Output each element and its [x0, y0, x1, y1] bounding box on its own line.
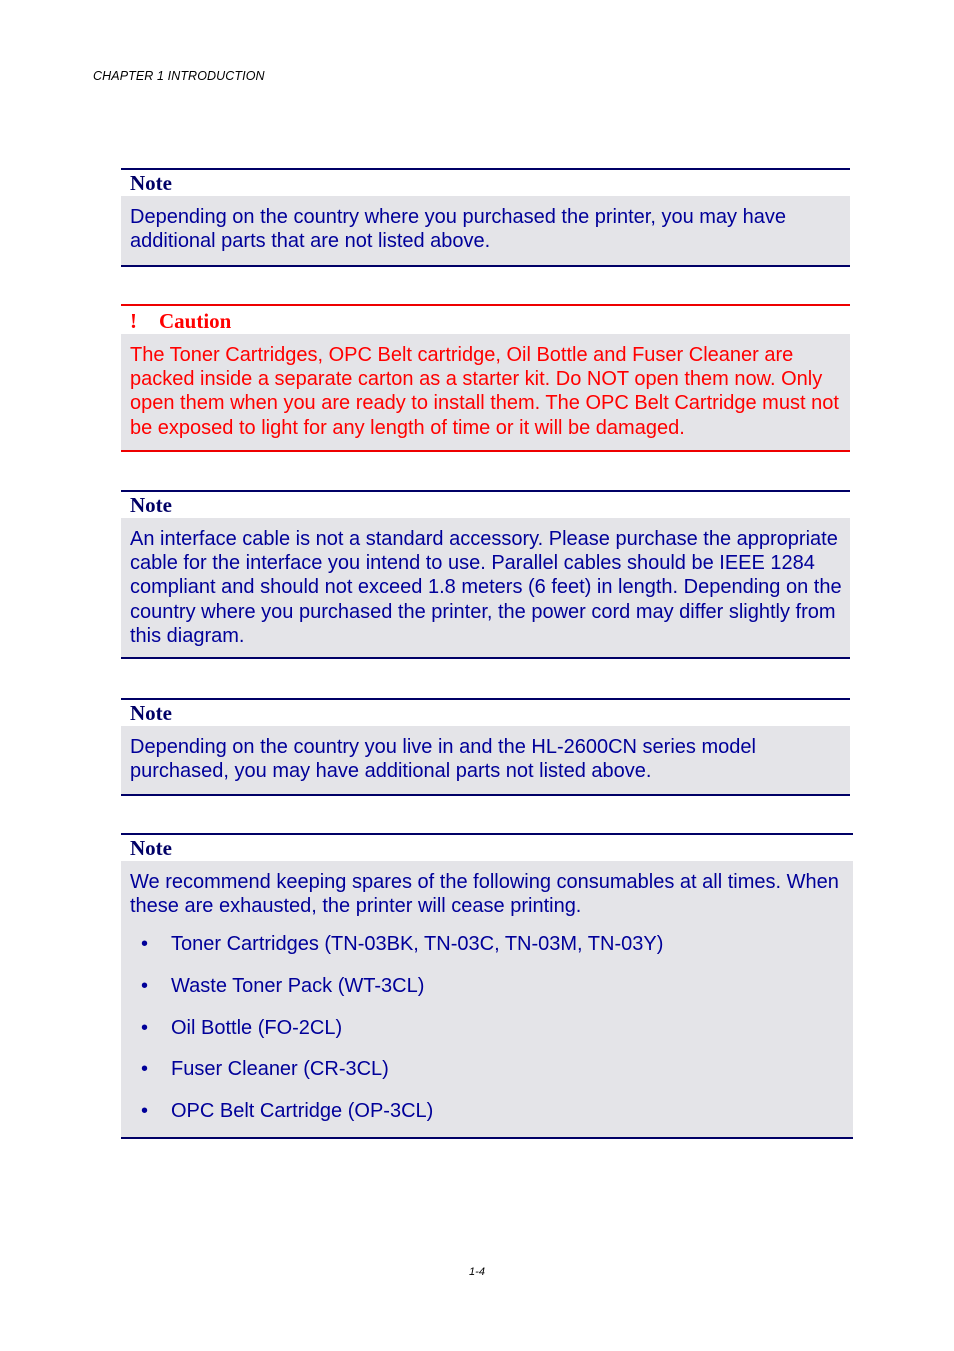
list-item [130, 1008, 845, 1050]
bullet-icon: • [141, 933, 149, 956]
list-item-label: Toner Cartridges (TN-03BK, TN-03C, TN-03M, TN-03Y) [171, 933, 664, 956]
caution-heading [121, 306, 850, 334]
caution-heading-label: Caution [159, 309, 232, 333]
note-body [121, 518, 850, 657]
caution-text: The Toner Cartridges, OPC Belt cartridge, Oil Bottle and Fuser Cleaner are packed inside a separate carton as a starter kit. Do NOT open them now. Only open them when you are ready to install them. The OPC Belt Cartridge must not be exposed to light for any length of time or it will be damaged. [130, 344, 839, 439]
chapter-header: CHAPTER 1 INTRODUCTION [93, 69, 265, 83]
list-item-label: Oil Bottle (FO-2CL) [171, 1016, 343, 1039]
caution-body [121, 334, 850, 450]
bullet-icon: • [141, 1016, 149, 1039]
bullet-icon: • [141, 975, 149, 998]
note-text: Depending on the country you live in and the HL-2600CN series model purchased, you may have additional parts not listed above. [130, 736, 756, 783]
note-heading: Note [121, 170, 850, 196]
caution-box-starter-kit [121, 304, 850, 452]
note-body [121, 196, 850, 265]
list-item-label: OPC Belt Cartridge (OP-3CL) [171, 1100, 434, 1123]
bullet-icon: • [141, 1058, 149, 1081]
bullet-icon: • [141, 1100, 149, 1123]
list-item-label: Fuser Cleaner (CR-3CL) [171, 1058, 389, 1081]
note-box-series-model [121, 698, 850, 796]
list-item [130, 924, 845, 966]
note-heading: Note [121, 492, 850, 518]
list-item [130, 1091, 845, 1133]
note-box-interface-cable [121, 490, 850, 659]
list-item [130, 966, 845, 1008]
caution-exclamation-icon: ! [130, 309, 137, 333]
list-item [130, 1049, 845, 1091]
page-number: 1-4 [469, 1266, 485, 1278]
note-text: An interface cable is not a standard accessory. Please purchase the appropriate cable for the interface you intend to use. Parallel cables should be IEEE 1284 compliant and should not exceed 1.8 meters (6 feet) in length. Depending on the country where you purchased the printer, the power cord may differ slightly from this diagram. [130, 528, 842, 647]
note-text: Depending on the country where you purchased the printer, you may have additional parts that are not listed above. [130, 206, 786, 253]
consumables-list [130, 924, 845, 1132]
note-heading: Note [121, 835, 853, 861]
list-item-label: Waste Toner Pack (WT-3CL) [171, 975, 425, 998]
note-heading: Note [121, 700, 850, 726]
note-box-consumables [121, 833, 853, 1139]
note-text: We recommend keeping spares of the following consumables at all times. When these are exhausted, the printer will cease printing. [130, 871, 839, 918]
note-body [121, 861, 853, 1137]
note-box-additional-parts [121, 168, 850, 267]
note-body [121, 726, 850, 794]
